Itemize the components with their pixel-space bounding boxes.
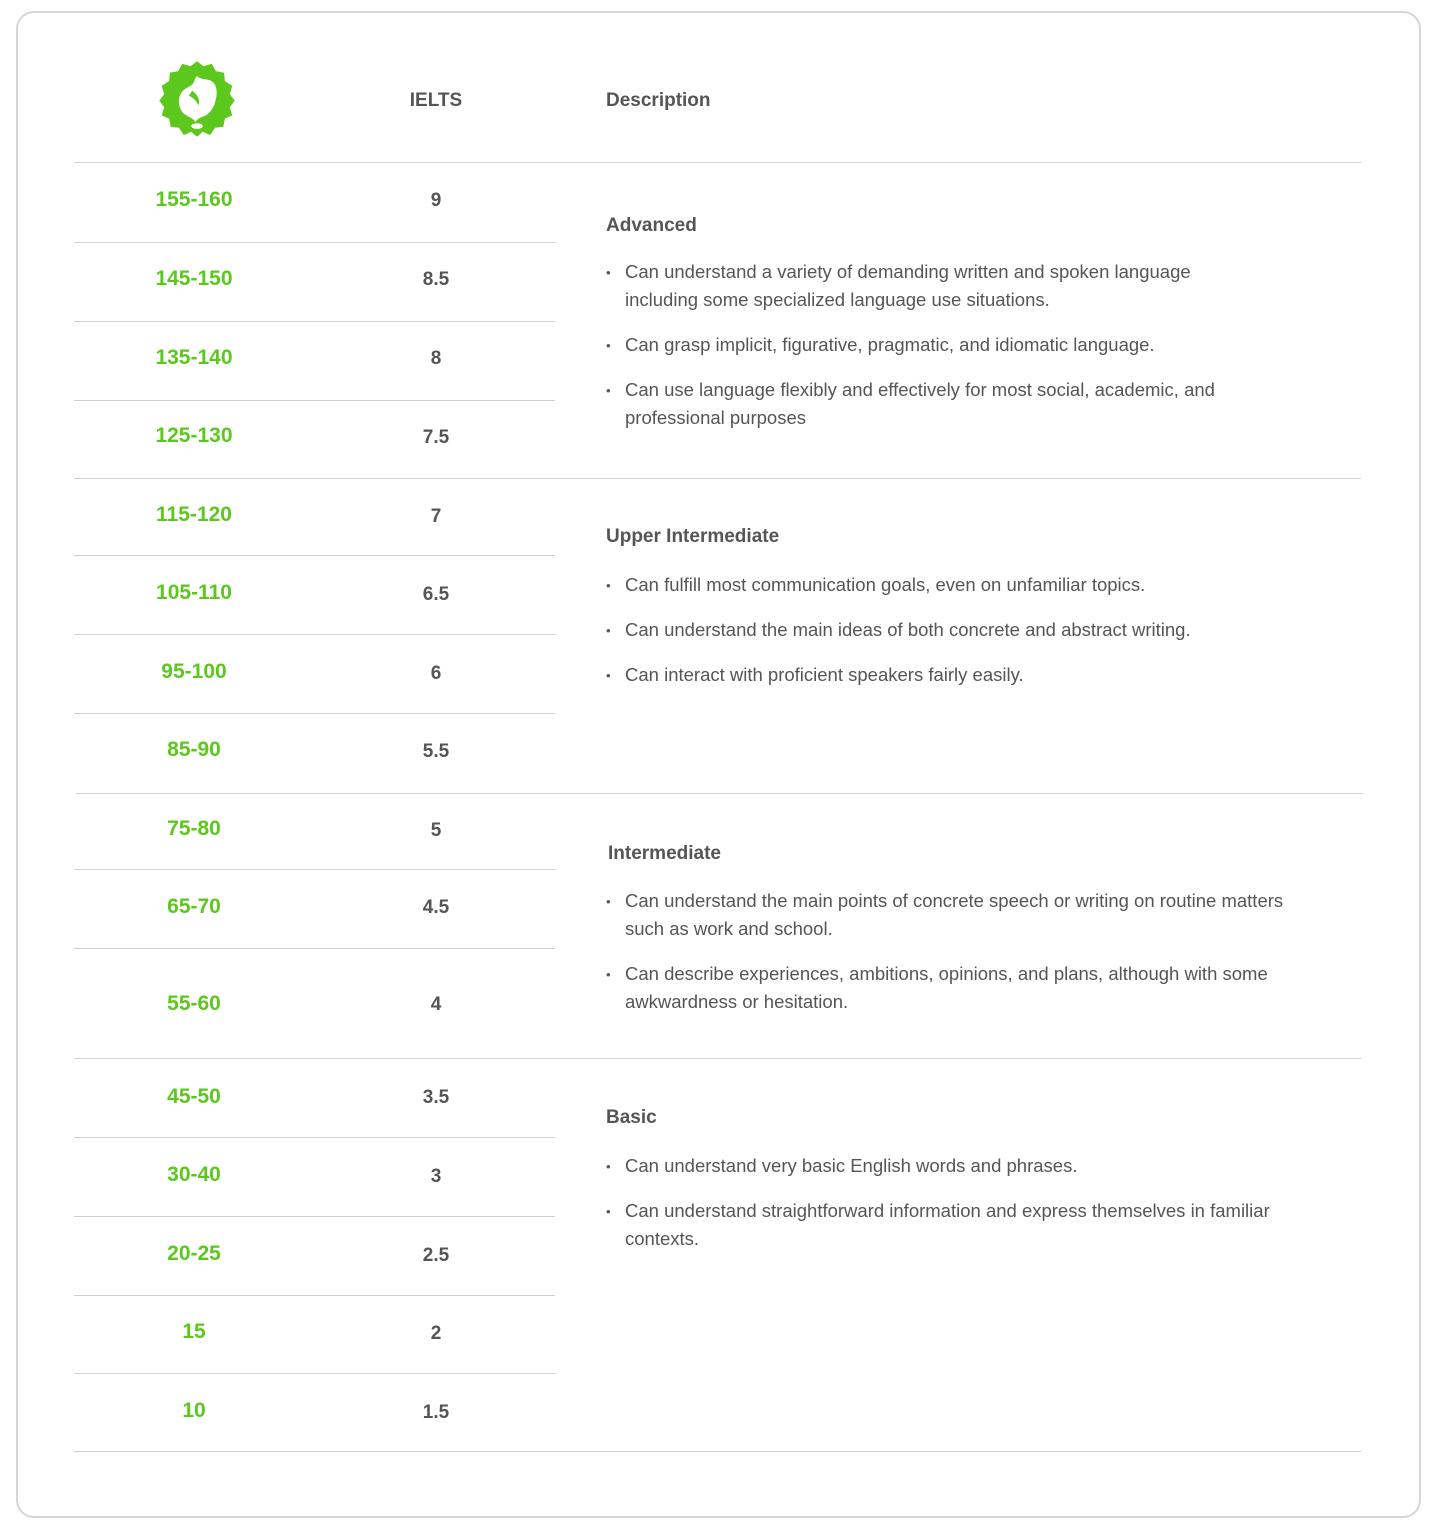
section-advanced <box>606 215 1266 449</box>
row-divider <box>74 869 555 870</box>
ielts-cell: 6.5 <box>422 584 450 605</box>
ielts-cell: 7 <box>430 506 442 527</box>
bullet-item: • Can understand very basic English words and phrases. <box>606 1152 1276 1180</box>
score-cell: 20-25 <box>167 1242 221 1265</box>
score-cell: 45-50 <box>167 1085 221 1108</box>
section-divider <box>76 793 1363 794</box>
bullet-list <box>606 1152 1276 1253</box>
score-cell: 75-80 <box>167 817 221 840</box>
score-cell: 135-140 <box>155 346 233 369</box>
bullet-item: • Can use language flexibly and effectively for most social, academic, and professional purposes <box>606 376 1245 432</box>
bullet-item: • Can understand the main ideas of both concrete and abstract writing. <box>606 616 1306 644</box>
bullet-item: • Can understand the main points of concrete speech or writing on routine matters such as work and school. <box>606 887 1288 943</box>
score-cell: 10 <box>182 1399 206 1422</box>
header-ielts: IELTS <box>409 90 463 111</box>
header-divider <box>74 162 1361 163</box>
ielts-cell: 8.5 <box>422 269 450 290</box>
bullet-list <box>606 571 1306 689</box>
row-divider <box>74 1216 555 1217</box>
ielts-cell: 5.5 <box>422 741 450 762</box>
ielts-cell: 4.5 <box>422 897 450 918</box>
row-divider <box>74 555 555 556</box>
bullet-item: • Can describe experiences, ambitions, opinions, and plans, although with some awkwardness or hesitation. <box>606 960 1288 1016</box>
score-cell: 30-40 <box>167 1163 221 1186</box>
ielts-cell: 3 <box>430 1166 442 1187</box>
ielts-cell: 2.5 <box>422 1245 450 1266</box>
section-title: Basic <box>606 1107 657 1128</box>
score-cell: 145-150 <box>155 267 233 290</box>
row-divider <box>74 1373 555 1374</box>
header-description: Description <box>606 90 711 111</box>
ielts-cell: 4 <box>430 994 442 1015</box>
ielts-cell: 3.5 <box>422 1087 450 1108</box>
row-divider <box>74 1137 555 1138</box>
score-cell: 15 <box>182 1320 206 1343</box>
row-divider <box>74 400 555 401</box>
score-cell: 55-60 <box>167 992 221 1015</box>
bullet-item: • Can understand straightforward information and express themselves in familiar contexts. <box>606 1197 1276 1253</box>
section-basic <box>606 1107 1276 1270</box>
ielts-cell: 2 <box>430 1323 442 1344</box>
score-cell: 65-70 <box>167 895 221 918</box>
section-divider <box>74 1058 1361 1059</box>
score-cell: 115-120 <box>156 503 232 526</box>
section-title: Upper Intermediate <box>606 526 780 547</box>
row-divider <box>74 948 555 949</box>
section-title: Advanced <box>606 215 697 236</box>
row-divider <box>74 242 555 243</box>
row-divider <box>74 713 555 714</box>
score-cell: 155-160 <box>155 188 233 211</box>
score-cell: 85-90 <box>167 738 221 761</box>
bullet-item: • Can interact with proficient speakers fairly easily. <box>606 661 1306 689</box>
bullet-item: • Can fulfill most communication goals, even on unfamiliar topics. <box>606 571 1306 599</box>
bullet-list <box>606 887 1288 1016</box>
table-bottom-divider <box>74 1451 1361 1452</box>
row-divider <box>74 1295 555 1296</box>
ielts-cell: 7.5 <box>422 427 450 448</box>
ielts-cell: 1.5 <box>422 1402 450 1423</box>
score-cell: 105-110 <box>156 581 232 604</box>
row-divider <box>74 634 555 635</box>
ielts-cell: 6 <box>430 663 442 684</box>
ielts-cell: 8 <box>430 348 442 369</box>
score-cell: 125-130 <box>155 424 233 447</box>
ielts-cell: 9 <box>430 190 442 211</box>
bullet-list <box>606 258 1266 432</box>
row-divider <box>74 321 555 322</box>
section-intermediate <box>608 843 1288 1033</box>
section-divider <box>74 478 1361 479</box>
section-title: Intermediate <box>608 843 721 864</box>
bullet-item: • Can grasp implicit, figurative, pragmatic, and idiomatic language. <box>606 331 1266 359</box>
bullet-item: • Can understand a variety of demanding written and spoken language including some specialized language use situations. <box>606 258 1266 314</box>
leaf-badge-icon <box>156 58 238 140</box>
score-cell: 95-100 <box>161 660 227 683</box>
ielts-cell: 5 <box>430 820 442 841</box>
section-upper-intermediate <box>606 526 1306 706</box>
